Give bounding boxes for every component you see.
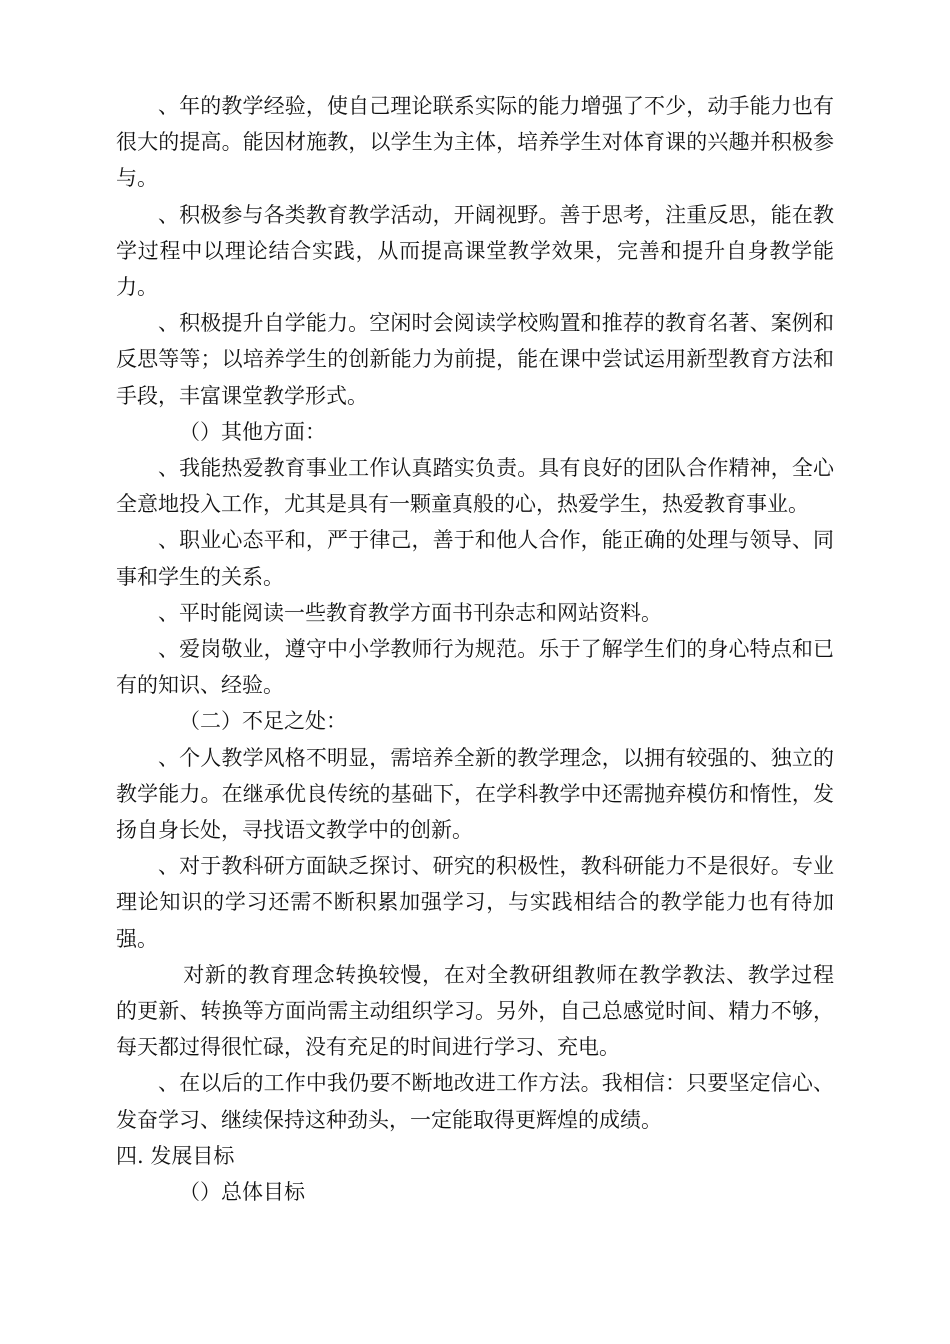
paragraph: 、爱岗敬业，遵守中小学教师行为规范。乐于了解学生们的身心特点和已有的知识、经验。 [116, 637, 834, 698]
paragraph: 、积极提升自学能力。空闲时会阅读学校购置和推荐的教育名著、案例和反思等等；以培养学生的创新能力为前提，能在课中尝试运用新型教育方法和手段，丰富课堂教学形式。 [116, 311, 834, 408]
section-subheading: （）总体目标 [179, 1180, 305, 1205]
paragraph: 、对于教科研方面缺乏探讨、研究的积极性，教科研能力不是很好。专业理论知识的学习还需不断积累加强学习，与实践相结合的教学能力也有待加强。 [116, 854, 834, 951]
paragraph: 、职业心态平和，严于律己，善于和他人合作，能正确的处理与领导、同事和学生的关系。 [116, 528, 834, 589]
section-subheading: （二）不足之处： [179, 709, 347, 734]
paragraph: 对新的教育理念转换较慢，在对全教研组教师在教学教法、教学过程的更新、转换等方面尚需主动组织学习。另外，自己总感觉时间、精力不够，每天都过得很忙碌，没有充足的时间进行学习、充电。 [116, 962, 834, 1060]
paragraph: 、平时能阅读一些教育教学方面书刊杂志和网站资料。 [158, 600, 662, 625]
paragraph: 、我能热爱教育事业工作认真踏实负责。具有良好的团队合作精神，全心全意地投入工作，尤其是具有一颗童真般的心，热爱学生，热爱教育事业。 [116, 456, 834, 517]
paragraph: 、在以后的工作中我仍要不断地改进工作方法。我相信：只要坚定信心、发奋学习、继续保持这种劲头，一定能取得更辉煌的成绩。 [116, 1071, 834, 1132]
document-page [116, 88, 834, 1210]
paragraph: 、积极参与各类教育教学活动，开阔视野。善于思考，注重反思，能在教学过程中以理论结合实践，从而提高课堂教学效果，完善和提升自身教学能力。 [116, 202, 834, 300]
section-subheading: （）其他方面： [179, 419, 326, 444]
section-heading: 四. 发展目标 [116, 1143, 235, 1168]
paragraph: 、年的教学经验，使自己理论联系实际的能力增强了不少，动手能力也有很大的提高。能因材施教，以学生为主体，培养学生对体育课的兴趣并积极参与。 [116, 94, 834, 191]
paragraph: 、个人教学风格不明显，需培养全新的教学理念，以拥有较强的、独立的教学能力。在继承优良传统的基础下，在学科教学中还需抛弃模仿和惰性，发扬自身长处，寻找语文教学中的创新。 [116, 745, 834, 843]
